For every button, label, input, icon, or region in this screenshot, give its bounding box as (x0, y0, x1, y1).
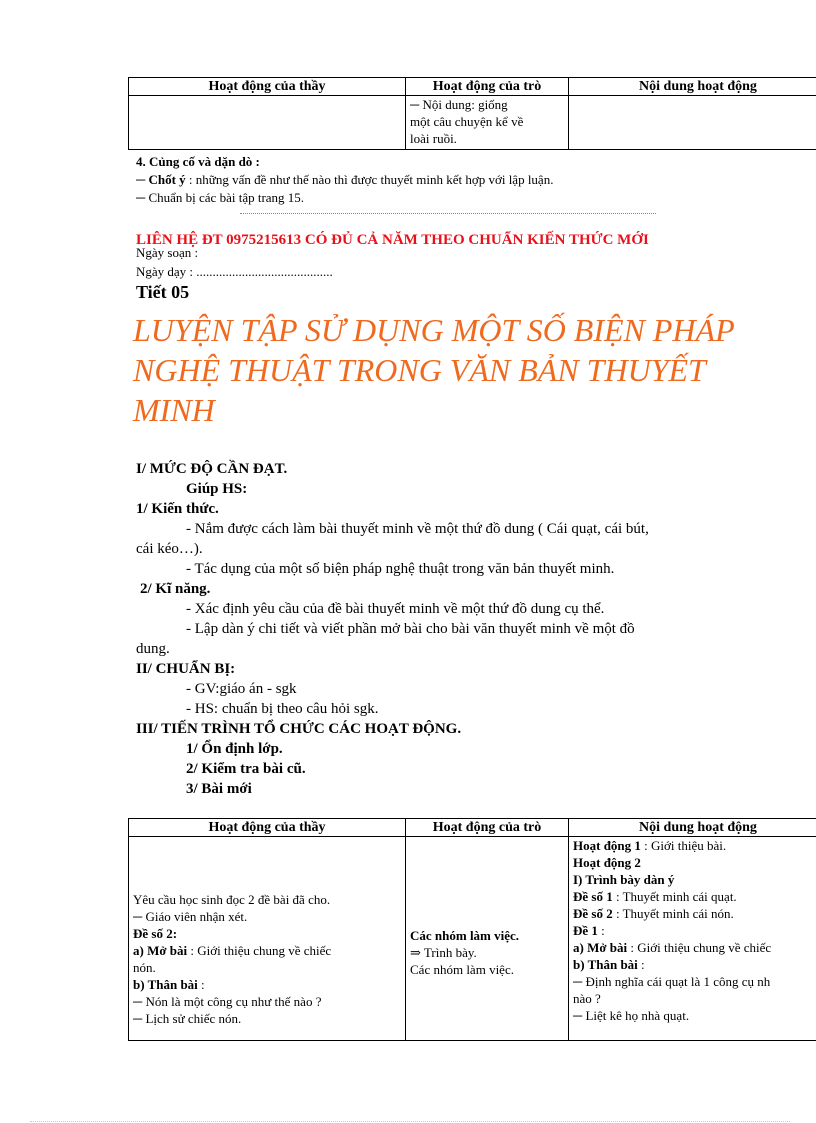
student-line: ─ Nội dung: giống (410, 97, 508, 112)
teacher-line: ─ Nón là một công cụ như thế nào ? (133, 994, 322, 1009)
body-line: - GV:giáo án - sgk (186, 681, 297, 697)
title-line: NGHỆ THUẬT TRONG VĂN BẢN THUYẾT (133, 352, 706, 388)
body-line: dung. (136, 641, 170, 657)
cell-student (406, 96, 569, 150)
body-line: - Tác dụng của một số biện pháp nghệ thuật trong văn bản thuyết minh. (186, 561, 615, 577)
body-line: - Xác định yêu cầu của đề bài thuyết minh về một thứ đồ dung cụ thể. (186, 601, 605, 617)
cell-teacher (129, 96, 406, 150)
content-line: ─ Liệt kê họ nhà quạt. (573, 1008, 690, 1023)
text: : Giới thiệu bài. (640, 838, 727, 853)
lesson-title (133, 310, 773, 430)
step-item: 3/ Bài mới (186, 781, 252, 797)
content-line: ─ Định nghĩa cái quạt là 1 công cụ nh (573, 974, 771, 989)
label: a) Mở bài (573, 940, 628, 955)
label: Đề số 2 (573, 906, 613, 921)
content-line (573, 888, 816, 905)
contact-line: LIÊN HỆ ĐT 0975215613 CÓ ĐỦ CẢ NĂM THEO CHUẨN KIẾN THỨC MỚI (136, 232, 649, 248)
header-content: Nội dung hoạt động (569, 78, 816, 96)
text: : Giới thiệu chung về chiếc (187, 943, 332, 958)
lesson-number: Tiết 05 (136, 282, 190, 302)
subsection-heading: 1/ Kiến thức. (136, 501, 219, 517)
separator (240, 213, 656, 214)
help-label: Giúp HS: (186, 481, 248, 497)
teacher-line: nón. (133, 960, 156, 975)
section-heading: III/ TIẾN TRÌNH TỔ CHỨC CÁC HOẠT ĐỘNG. (136, 721, 462, 737)
date-compose: Ngày soạn : (136, 245, 199, 260)
teacher-line: Yêu cầu học sinh đọc 2 đề bài đã cho. (133, 892, 331, 907)
text: : (637, 957, 645, 972)
activity-table-top (128, 77, 816, 150)
title-line: LUYỆN TẬP SỬ DỤNG MỘT SỐ BIỆN PHÁP (133, 312, 735, 348)
header-student: Hoạt động của trò (406, 78, 569, 96)
teacher-line (133, 976, 401, 993)
student-line: Các nhóm làm việc. (410, 928, 520, 943)
content-line (573, 837, 816, 854)
note-label: Chốt ý (148, 172, 186, 187)
header-content: Nội dung hoạt động (569, 819, 816, 837)
title-line: MINH (133, 392, 215, 428)
label: Đề số 1 (573, 889, 613, 904)
student-line: Các nhóm làm việc. (410, 962, 514, 977)
consolidation-title: 4. Củng cố và dặn dò : (136, 154, 260, 169)
consolidation-prepare: ─ Chuẩn bị các bài tập trang 15. (136, 190, 305, 205)
section-heading: II/ CHUẨN BỊ: (136, 661, 236, 677)
content-line (573, 922, 816, 939)
content-line: I) Trình bày dàn ý (573, 872, 675, 887)
label: Đề 1 (573, 923, 598, 938)
page-footer-line (30, 1121, 790, 1122)
consolidation-note: ─ Chốt ý : những vấn đề như thế nào thì được thuyết minh kết hợp với lập luận. (136, 172, 554, 187)
activity-table-main (128, 818, 816, 1041)
header-teacher: Hoạt động của thầy (129, 819, 406, 837)
header-teacher: Hoạt động của thầy (129, 78, 406, 96)
step-item: 1/ Ổn định lớp. (186, 741, 283, 757)
content-line: nào ? (573, 991, 601, 1006)
content-line (573, 905, 816, 922)
text: : Thuyết minh cái nón. (612, 906, 734, 921)
body-line: - Nắm được cách làm bài thuyết minh về một thứ đồ dung ( Cái quạt, cái bút, (186, 521, 649, 537)
student-line: loài ruồi. (410, 131, 457, 146)
cell-content (569, 837, 816, 1041)
student-line: một câu chuyện kể về (410, 114, 524, 129)
content-line (573, 956, 816, 973)
teacher-line (133, 942, 401, 959)
content-line (573, 939, 816, 956)
body-line: - HS: chuẩn bị theo câu hỏi sgk. (186, 701, 379, 717)
step-item: 2/ Kiểm tra bài cũ. (186, 761, 306, 777)
label: b) Thân bài (573, 957, 638, 972)
teacher-line: ─ Lịch sử chiếc nón. (133, 1011, 242, 1026)
body-line: cái kéo…). (136, 541, 203, 557)
text: : (197, 977, 205, 992)
text: : (597, 923, 605, 938)
text: : Thuyết minh cái quạt. (612, 889, 737, 904)
body-line: - Lập dàn ý chi tiết và viết phần mở bài cho bài văn thuyết minh về một đồ (186, 621, 635, 637)
cell-student (406, 837, 569, 1041)
section-heading: I/ MỨC ĐỘ CẦN ĐẠT. (136, 461, 288, 477)
label: a) Mở bài (133, 943, 188, 958)
label: Hoạt động 1 (573, 838, 641, 853)
date-teach: Ngày dạy : .......................................... (136, 264, 333, 279)
label: b) Thân bài (133, 977, 198, 992)
consolidation-block (136, 153, 553, 207)
header-student: Hoạt động của trò (406, 819, 569, 837)
cell-teacher (129, 837, 406, 1041)
cell-content (569, 96, 816, 150)
lesson-body (136, 459, 806, 799)
subsection-heading: 2/ Kĩ năng. (140, 581, 211, 597)
teacher-line: ─ Giáo viên nhận xét. (133, 909, 248, 924)
text: : Giới thiệu chung về chiếc (627, 940, 772, 955)
note-text: : những vấn đề như thế nào thì được thuyết minh kết hợp với lập luận. (185, 172, 554, 187)
student-line: ⇒ Trình bày. (410, 945, 477, 960)
teacher-line: Đề số 2: (133, 926, 178, 941)
content-line: Hoạt động 2 (573, 855, 641, 870)
